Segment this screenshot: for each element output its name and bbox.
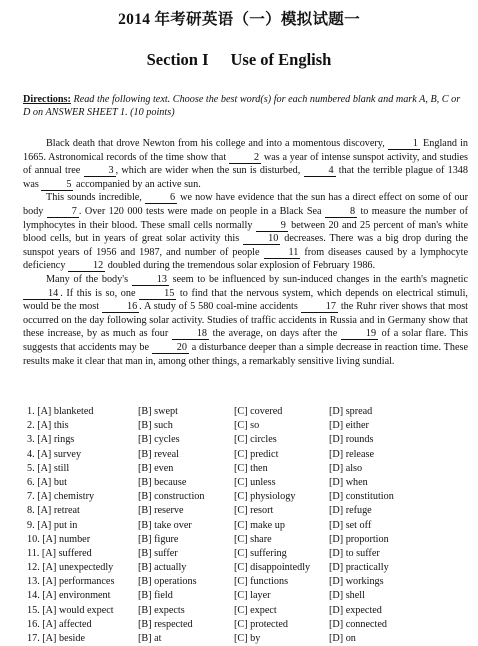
passage-text: that the terrible plague of 1348 was [23,165,468,190]
blank-number: 20 [152,343,189,354]
question-options-row [27,433,467,447]
question-options-row [27,589,467,603]
option-c: [C] by [234,633,261,644]
passage-text: Many of the body's [46,273,132,285]
option-a: 13. [A] performances [27,576,115,588]
blank-number: 13 [132,275,169,286]
directions-text: Read the following text. Choose the best word(s) for each numbered blank and mark A, B, C or D on ANSWER SHEET 1. (10 points) [23,94,461,118]
passage-text: we now have evidence that the sun has a direct effect on some of our body [23,192,468,217]
blank-number: 17 [301,302,338,313]
option-a: 3. [A] rings [27,434,75,446]
option-a: 12. [A] unexpectedly [27,562,114,574]
option-d: [D] spread [329,406,373,417]
passage-text: to find that the nervous system, which depends on electrical stimuli, would be the most [23,287,468,313]
passage-text: . If this is so, one [60,287,140,299]
option-c: [C] so [234,420,260,432]
section-heading [0,50,478,70]
passage-text: accompanied by an active sun. [73,178,201,190]
option-b: [B] such [138,420,173,432]
passage-text: the Ruhr river shows that most occurred on the day following solar activity. Studies of traffic accidents in Russia and in Germany show that these increase, by as much as four [23,301,468,340]
option-d: [D] to suffer [329,547,380,559]
passage-text: decreases. There was a big drop during the sunspot years of 1956 and 1987, and number of people [23,233,468,258]
passage-text: a disturbance deeper than a simple decrease in reaction time. These results make it clear that man in, among other things, a remarkably sensitive living sundial. [23,341,469,367]
option-d: [D] release [329,448,374,460]
option-a: 8. [A] retreat [27,505,80,517]
blank-number: 7 [47,207,79,218]
question-options-row [27,504,467,518]
blank-number: 12 [68,261,105,272]
option-a: 10. [A] number [27,533,91,545]
question-options-row [27,448,467,462]
question-options-row [27,476,467,490]
option-d: [D] constitution [329,491,394,503]
option-c: [C] then [234,462,268,474]
option-d: [D] expected [329,604,382,616]
option-c: [C] unless [234,476,276,488]
passage-text: . Over 120 000 tests were made on people in a Black Sea [78,205,325,217]
option-b: [B] figure [138,533,179,545]
option-b: [B] reveal [138,448,180,460]
passage-text: to measure the number of lymphocytes in their blood. These small cells normally [23,205,469,231]
option-c: [C] functions [234,576,289,588]
passage-text: was a year of intense sunspot activity, and studies of annual tree [23,151,468,177]
blank-number: 11 [264,248,301,259]
blank-number: 5 [41,180,73,191]
option-b: [B] cycles [138,434,180,446]
passage-paragraph [23,137,468,191]
passage-text: England in 1665. Astronomical records of the time show that [23,138,469,163]
question-options-row [27,490,467,504]
question-options-row [27,547,467,561]
passage-text: seem to be influenced by sun-induced changes in the earth's magnetic [168,273,469,285]
option-b: [B] actually [138,562,187,574]
question-options-row [27,405,467,419]
question-options-row [27,533,467,547]
page-title: 2014 年考研英语（一）模拟试题一 [118,11,360,28]
option-b: [B] at [138,633,162,644]
option-b: [B] respected [138,618,193,630]
option-a: 17. [A] beside [27,633,85,644]
option-a: 7. [A] chemistry [27,491,95,503]
option-c: [C] make up [234,519,285,531]
option-d: [D] workings [329,576,384,588]
option-a: 14. [A] environment [27,590,111,602]
passage-text: the average, on days after the [209,328,341,340]
directions [23,93,467,119]
blank-number: 3 [84,166,116,177]
blank-number: 10 [243,234,280,245]
option-c: [C] suffering [234,547,287,559]
question-options-row [27,575,467,589]
blank-number: 2 [229,153,261,164]
option-b: [B] swept [138,406,178,417]
question-options-row [27,462,467,476]
section-label: Section I [146,50,209,69]
option-a: 2. [A] this [27,420,69,432]
passage-text: . A study of 5 580 coal-mine accidents [139,301,301,313]
option-c: [C] disappointedly [234,562,311,574]
passage-text: Black death that drove Newton from his college and into a momentous discovery, [46,138,388,149]
option-a: 6. [A] but [27,476,67,488]
blank-number: 14 [23,289,60,300]
section-name: Use of English [230,50,332,69]
passage-text: doubled during the tremendous solar explosion of February 1986. [105,260,376,272]
option-b: [B] suffer [138,547,178,559]
option-d: [D] refuge [329,505,372,517]
question-options-row [27,419,467,433]
passage-text: from diseases caused by a lymphocyte deficiency [23,246,468,272]
option-d: [D] connected [329,618,387,630]
option-d: [D] proportion [329,533,389,545]
option-a: 15. [A] would expect [27,604,114,616]
option-c: [C] predict [234,448,279,460]
question-options-row [27,618,467,632]
question-options-row [27,561,467,575]
option-b: [B] operations [138,576,197,588]
passage-paragraph [23,273,468,368]
blank-number: 16 [102,302,139,313]
option-c: [C] covered [234,406,283,417]
blank-number: 15 [139,289,176,300]
option-b: [B] reserve [138,505,184,517]
option-b: [B] field [138,590,173,602]
blank-number: 8 [325,207,357,218]
option-b: [B] expects [138,604,185,616]
option-a: 1. [A] blanketed [27,406,94,417]
blank-number: 6 [145,193,177,204]
option-d: [D] shell [329,590,365,602]
option-c: [C] circles [234,434,277,446]
option-d: [D] also [329,462,363,474]
option-c: [C] share [234,533,272,545]
blank-number: 18 [172,329,209,340]
passage-text: , which are wider when the sun is disturbed, [115,165,304,177]
option-c: [C] layer [234,590,271,602]
options-list [27,405,467,646]
option-a: 16. [A] affected [27,618,92,630]
option-d: [D] when [329,476,368,488]
option-b: [B] take over [138,519,192,531]
passage-text: This sounds incredible, [46,192,145,204]
option-b: [B] because [138,476,187,488]
option-c: [C] expect [234,604,277,616]
option-a: 5. [A] still [27,462,70,474]
question-options-row [27,604,467,618]
option-d: [D] rounds [329,434,374,446]
passage-text: between 20 and 25 percent of man's white blood cells, but in years of great solar activity this [23,219,468,245]
option-c: [C] resort [234,505,274,517]
option-b: [B] even [138,462,174,474]
blank-number: 1 [388,139,420,150]
option-a: 11. [A] suffered [27,547,92,559]
option-d: [D] practically [329,562,389,574]
option-b: [B] construction [138,491,205,503]
blank-number: 4 [304,166,336,177]
blank-number: 9 [256,221,288,232]
passage [23,137,468,368]
option-d: [D] either [329,420,369,432]
passage-paragraph [23,191,468,273]
option-d: [D] on [329,633,356,644]
question-options-row [27,519,467,533]
option-a: 9. [A] put in [27,519,78,531]
blank-number: 19 [341,329,378,340]
option-c: [C] physiology [234,491,296,503]
option-c: [C] protected [234,618,289,630]
option-a: 4. [A] survey [27,448,82,460]
passage-text: of a solar flare. This suggests that accidents may be [23,328,468,353]
directions-label: Directions: [23,94,71,105]
option-d: [D] set off [329,519,372,531]
